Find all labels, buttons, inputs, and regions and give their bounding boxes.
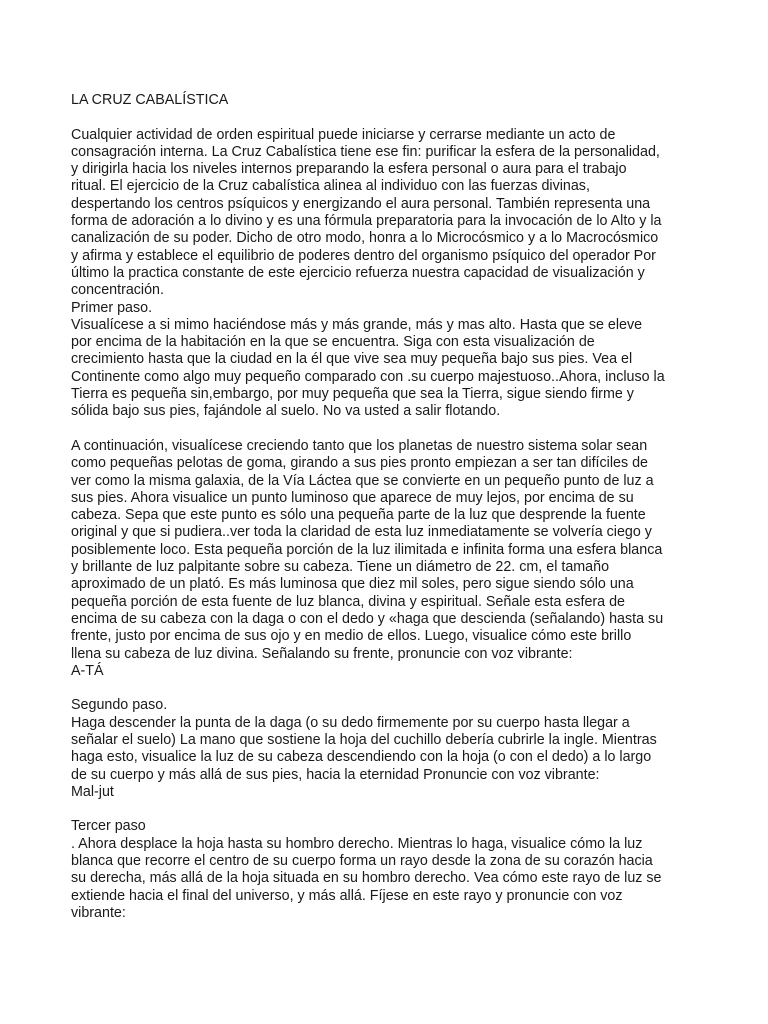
continuation-paragraph: A continuación, visualícese creciendo tanto que los planetas de nuestro sistema solar sean como pequeñas pelotas de goma, girando a sus pies pronto empiezan a ser tan difíciles de ver como la misma galaxia, de la Vía Láctea que se convierte en un pequeño punto de luz a sus pies. Ahora visualice un punto luminoso que aparece de muy lejos, por encima de su cabeza. Sepa que este punto es sólo una pequeña parte de la luz que desprende la fuente original y que si pudiera..ver toda la claridad de esta luz inmediatamente se volvería ciego y posiblemente loco. Esta pequeña porción de la luz ilimitada e infinita forma una esfera blanca y brillante de luz palpitante sobre su cabeza. Tiene un diámetro de 22. cm, el tamaño aproximado de un plató. Es más luminosa que diez mil soles, pero sigue siendo sólo una pequeña porción de esta fuente de luz blanca, divina y espiritual. Señale esta esfera de encima de su cabeza con la daga o con el dedo y «haga que descienda (señalando) hasta su frente, justo por encima de sus ojo y en medio de ellos. Luego, visualice cómo este brillo llena su cabeza de luz divina. Señalando su frente, pronuncie con voz vibrante: (71, 437, 664, 662)
spacer (71, 801, 703, 818)
spacer (71, 109, 703, 126)
spacer (71, 421, 703, 438)
step2-heading: Segundo paso. (71, 697, 168, 714)
step1-heading: Primer paso. (71, 299, 153, 316)
document-page (71, 92, 703, 922)
intro-paragraph: Cualquier actividad de orden espiritual puede iniciarse y cerrarse mediante un acto de consagración interna. La Cruz Cabalística tiene ese fin: purificar la esfera de la personalidad, y dirigirla hacia los niveles internos preparando la esfera personal o aura para el trabajo ritual. El ejercicio de la Cruz cabalística alinea al individuo con las fuerzas divinas, despertando los centros psíquicos y energizando el aura personal. También representa una forma de adoración a lo divino y es una fórmula preparatoria para la invocación de lo Alto y la canalización de su poder. Dicho de otro modo, honra a lo Microcósmico y a lo Macrocósmico y afirma y establece el equilibrio de poderes dentro del organismo psíquico del operador Por último la practica constante de este ejercicio refuerza nuestra capacidad de visualización y concentración. (71, 126, 662, 299)
chant-maljut: Mal-jut (71, 783, 114, 800)
document-title: LA CRUZ CABALÍSTICA (71, 92, 229, 108)
step3-paragraph: . Ahora desplace la hoja hasta su hombro derecho. Mientras lo haga, visualice cómo la luz blanca que recorre el centro de su cuerpo forma un rayo desde la zona de su corazón hacia su derecha, más allá de la hoja situada en su hombro derecho. Vea cómo este rayo de luz se extiende hacia el final del universo, y más allá. Fíjese en este rayo y pronuncie con voz vibrante: (71, 835, 662, 921)
step2-paragraph: Haga descender la punta de la daga (o su dedo firmemente por su cuerpo hasta llegar a señalar el suelo) La mano que sostiene la hoja del cuchillo debería cubrirle la ingle. Mientras haga esto, visualice la luz de su cabeza descendiendo con la hoja (o con el dedo) a lo largo de su cuerpo y más allá de sus pies, hacia la eternidad Pronuncie con voz vibrante: (71, 714, 657, 783)
step1-paragraph: Visualícese a si mimo haciéndose más y más grande, más y mas alto. Hasta que se eleve por encima de la habitación en la que se encuentra. Siga con esta visualización de crecimiento hasta que la ciudad en la él que vive sea muy pequeña bajo sus pies. Vea el Continente como algo muy pequeño comparado con .su cuerpo majestuoso..Ahora, incluso la Tierra es pequeña sin,embargo, por muy pequeña que sea la Tierra, sigue siendo firme y sólida bajo sus pies, fajándole al suelo. No va usted a salir flotando. (71, 316, 665, 420)
chant-ata: A-TÁ (71, 662, 104, 679)
step3-heading: Tercer paso (71, 818, 146, 835)
spacer (71, 680, 703, 697)
